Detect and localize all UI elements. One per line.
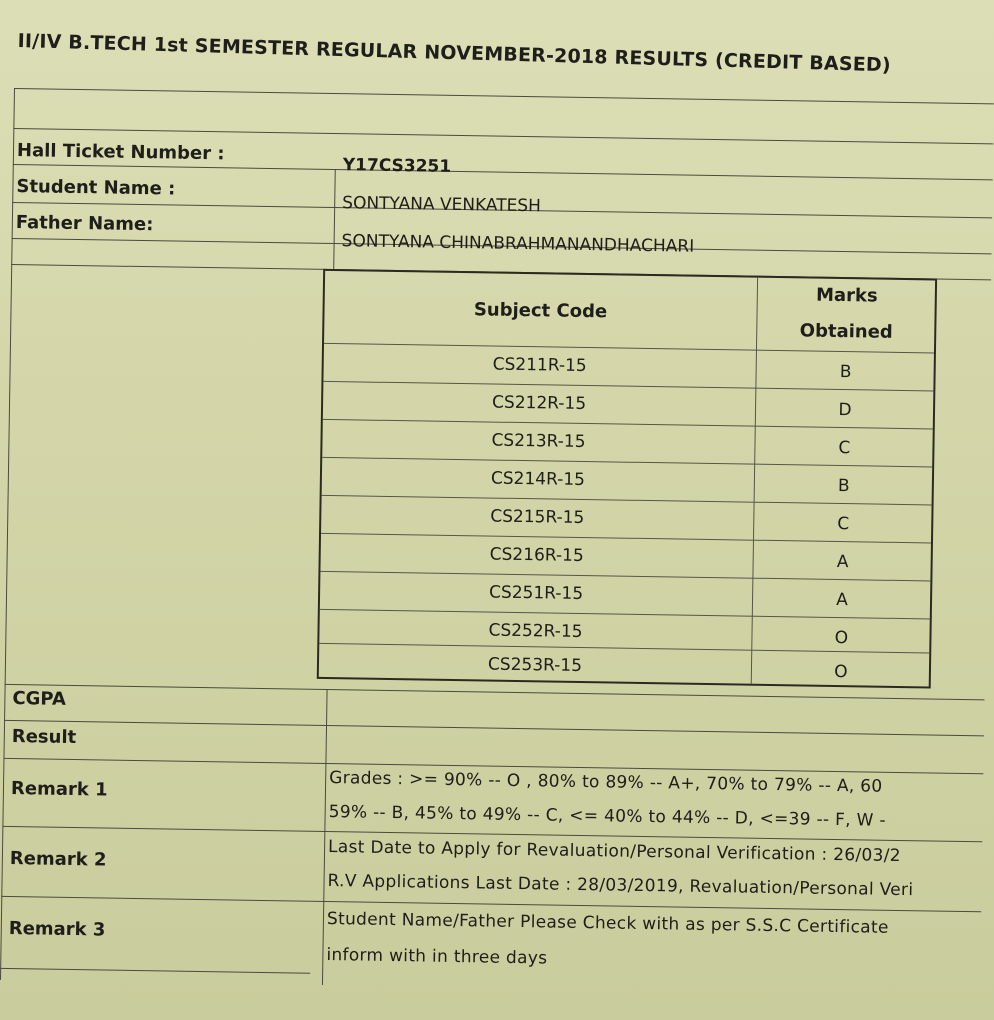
remark2-line1: Last Date to Apply for Revaluation/Personal Verification : 26/03/2	[327, 837, 901, 867]
grade: A	[836, 551, 849, 573]
cgpa-label: CGPA	[12, 688, 67, 710]
remark3-label: Remark 3	[8, 918, 106, 941]
subject-code-header: Subject Code	[473, 299, 608, 323]
subject-code: CS253R-15	[487, 654, 583, 676]
remark3-line1: Student Name/Father Please Check with as per S.S.C Certificate	[326, 909, 889, 938]
marks-header-line1: Marks	[815, 284, 878, 307]
grade: C	[838, 437, 851, 459]
remark2-line2: R.V Applications Last Date : 28/03/2019, Revaluation/Personal Veri	[327, 871, 914, 901]
row-divider	[4, 720, 984, 736]
hall-ticket-value: Y17CS3251	[342, 155, 452, 177]
remark1-label: Remark 1	[10, 778, 108, 801]
father-name-label: Father Name:	[15, 212, 154, 236]
result-label: Result	[11, 726, 77, 749]
grade: O	[834, 661, 848, 683]
student-name-value: SONTYANA VENKATESH	[342, 193, 542, 217]
subject-code: CS252R-15	[488, 620, 583, 642]
student-name-label: Student Name :	[16, 176, 176, 200]
grade: A	[836, 589, 849, 611]
remark2-label: Remark 2	[9, 848, 107, 871]
subject-code: CS211R-15	[492, 354, 587, 377]
results-table	[0, 88, 994, 1003]
remark3-line2: inform with in three days	[326, 945, 548, 969]
grade: D	[838, 399, 852, 421]
col-divider	[322, 689, 328, 985]
subject-code: CS251R-15	[488, 582, 584, 605]
grade: O	[834, 627, 849, 649]
remark1-line2: 59% -- B, 45% to 49% -- C, <= 40% to 44% -- D, <=39 -- F, W -	[328, 802, 887, 831]
table-top-border	[14, 88, 994, 104]
subject-code: CS215R-15	[490, 506, 585, 529]
page-title: II/IV B.TECH 1st SEMESTER REGULAR NOVEMBER-2018 RESULTS (CREDIT BASED)	[17, 30, 892, 77]
grade: B	[839, 362, 852, 383]
hall-ticket-label: Hall Ticket Number :	[16, 140, 225, 165]
subject-code: CS216R-15	[489, 544, 584, 567]
grade: C	[837, 513, 850, 535]
marks-table	[317, 269, 937, 689]
subject-code: CS213R-15	[491, 430, 586, 453]
subject-code: CS214R-15	[490, 468, 586, 491]
remark1-line1: Grades : >= 90% -- O , 80% to 89% -- A+, 70% to 79% -- A, 60	[329, 768, 883, 797]
father-name-value: SONTYANA CHINABRAHMANANDHACHARI	[341, 231, 695, 257]
col-divider	[333, 169, 336, 269]
table-left-border	[0, 88, 15, 980]
grade: B	[837, 475, 850, 497]
table-row	[319, 643, 930, 692]
subject-code: CS212R-15	[491, 392, 587, 415]
table-bottom-border	[0, 968, 310, 974]
marks-header-line2: Obtained	[799, 320, 893, 343]
